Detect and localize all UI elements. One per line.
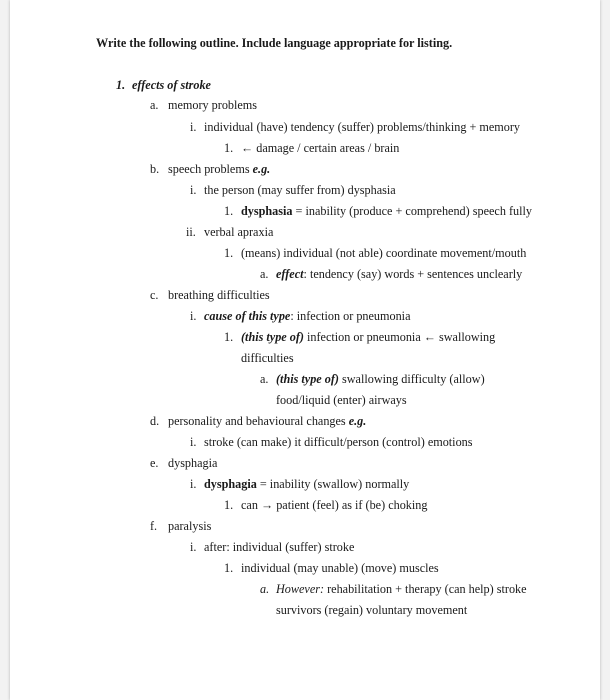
item-b-ii-1-a-line (276, 266, 522, 282)
item-b-i-1-line (241, 203, 532, 219)
document-page (10, 0, 600, 700)
item-c-i-1-a-marker: a. (260, 372, 269, 386)
item-d-i-text: stroke (can make) it difficult/person (control) emotions (204, 435, 473, 449)
item-c-i-1-a-term: (this type of) (276, 372, 339, 386)
item-f-marker: f. (150, 519, 158, 533)
item-a-i-1-text: ← damage / certain areas / brain (241, 141, 400, 155)
item-f-text: paralysis (168, 519, 212, 533)
item-b-ii-1-text: (means) individual (not able) coordinate movement/mouth (241, 246, 527, 260)
item-e-i-1-text: can → patient (feel) as if (be) choking (241, 498, 428, 512)
item-b-ii-marker: ii. (186, 225, 196, 239)
item-b-i-1-text: = inability (produce + comprehend) speech fully (292, 204, 532, 218)
item-e-i-term: dysphagia (204, 477, 257, 491)
item-a-i-marker: i. (190, 120, 197, 134)
item-c-i-1-continuation: difficulties (241, 351, 294, 365)
item-d-text: personality and behavioural changes (168, 414, 349, 428)
item-e-i-1-marker: 1. (224, 498, 234, 512)
item-c-i-1-a-continuation: food/liquid (enter) airways (276, 393, 407, 407)
item-f-i-1-a-marker: a. (260, 582, 270, 596)
item-c-i-term: cause of this type (204, 309, 291, 323)
item-f-i-1-a-text: However: rehabilitation + therapy (can help) stroke (276, 582, 527, 596)
item-f-i-1-text: individual (may unable) (move) muscles (241, 561, 439, 575)
item-f-i-marker: i. (190, 540, 197, 554)
item-d-marker: d. (150, 414, 160, 428)
item-a-i-1-marker: 1. (224, 141, 234, 155)
item-e-i-marker: i. (190, 477, 197, 491)
section-number: 1. (116, 78, 126, 92)
item-b-i-text: the person (may suffer from) dysphasia (204, 183, 396, 197)
item-c-marker: c. (150, 288, 159, 302)
item-f-i-text: after: individual (suffer) stroke (204, 540, 355, 554)
item-c-i-1-line (241, 329, 495, 345)
item-c-i-1-marker: 1. (224, 330, 234, 344)
section-title: effects of stroke (132, 78, 211, 92)
item-c-text: breathing difficulties (168, 288, 270, 302)
item-b-i-1-marker: 1. (224, 204, 234, 218)
instruction-heading: Write the following outline. Include language appropriate for listing. (96, 36, 453, 50)
item-c-i-line (204, 308, 410, 324)
item-c-i-marker: i. (190, 309, 197, 323)
item-d-i-marker: i. (190, 435, 197, 449)
item-b-i-1-term: dysphasia (241, 204, 293, 218)
item-a-text: memory problems (168, 98, 258, 112)
item-e-i-text: = inability (swallow) normally (256, 477, 410, 491)
item-b-eg: e.g. (252, 162, 271, 176)
item-b-line (168, 161, 270, 177)
item-b-text: speech problems (168, 162, 253, 176)
item-c-i-1-a-text: swallowing difficulty (allow) (338, 372, 485, 386)
item-b-ii-1-a-term: effect (276, 267, 304, 281)
item-c-i-1-text: infection or pneumonia ← swallowing (303, 330, 496, 344)
item-a-i-text: individual (have) tendency (suffer) problems/thinking + memory (204, 120, 520, 134)
item-c-i-text: : infection or pneumonia (290, 309, 411, 323)
item-b-ii-1-marker: 1. (224, 246, 234, 260)
item-a-marker: a. (150, 98, 159, 112)
item-f-i-1-a-continuation: survivors (regain) voluntary movement (276, 603, 468, 617)
item-c-i-1-a-line (276, 371, 485, 387)
item-c-i-1-term: (this type of) (241, 330, 304, 344)
item-e-text: dysphagia (168, 456, 218, 470)
item-d-eg: e.g. (348, 414, 367, 428)
item-d-line (168, 413, 366, 429)
item-f-i-1-marker: 1. (224, 561, 234, 575)
item-b-i-marker: i. (190, 183, 197, 197)
item-b-marker: b. (150, 162, 160, 176)
item-e-marker: e. (150, 456, 159, 470)
item-e-i-line (204, 476, 409, 492)
item-b-ii-text: verbal apraxia (204, 225, 274, 239)
item-b-ii-1-a-marker: a. (260, 267, 269, 281)
item-f-i-1-a-however: However: (276, 582, 325, 596)
item-b-ii-1-a-text: : tendency (say) words + sentences unclearly (303, 267, 523, 281)
